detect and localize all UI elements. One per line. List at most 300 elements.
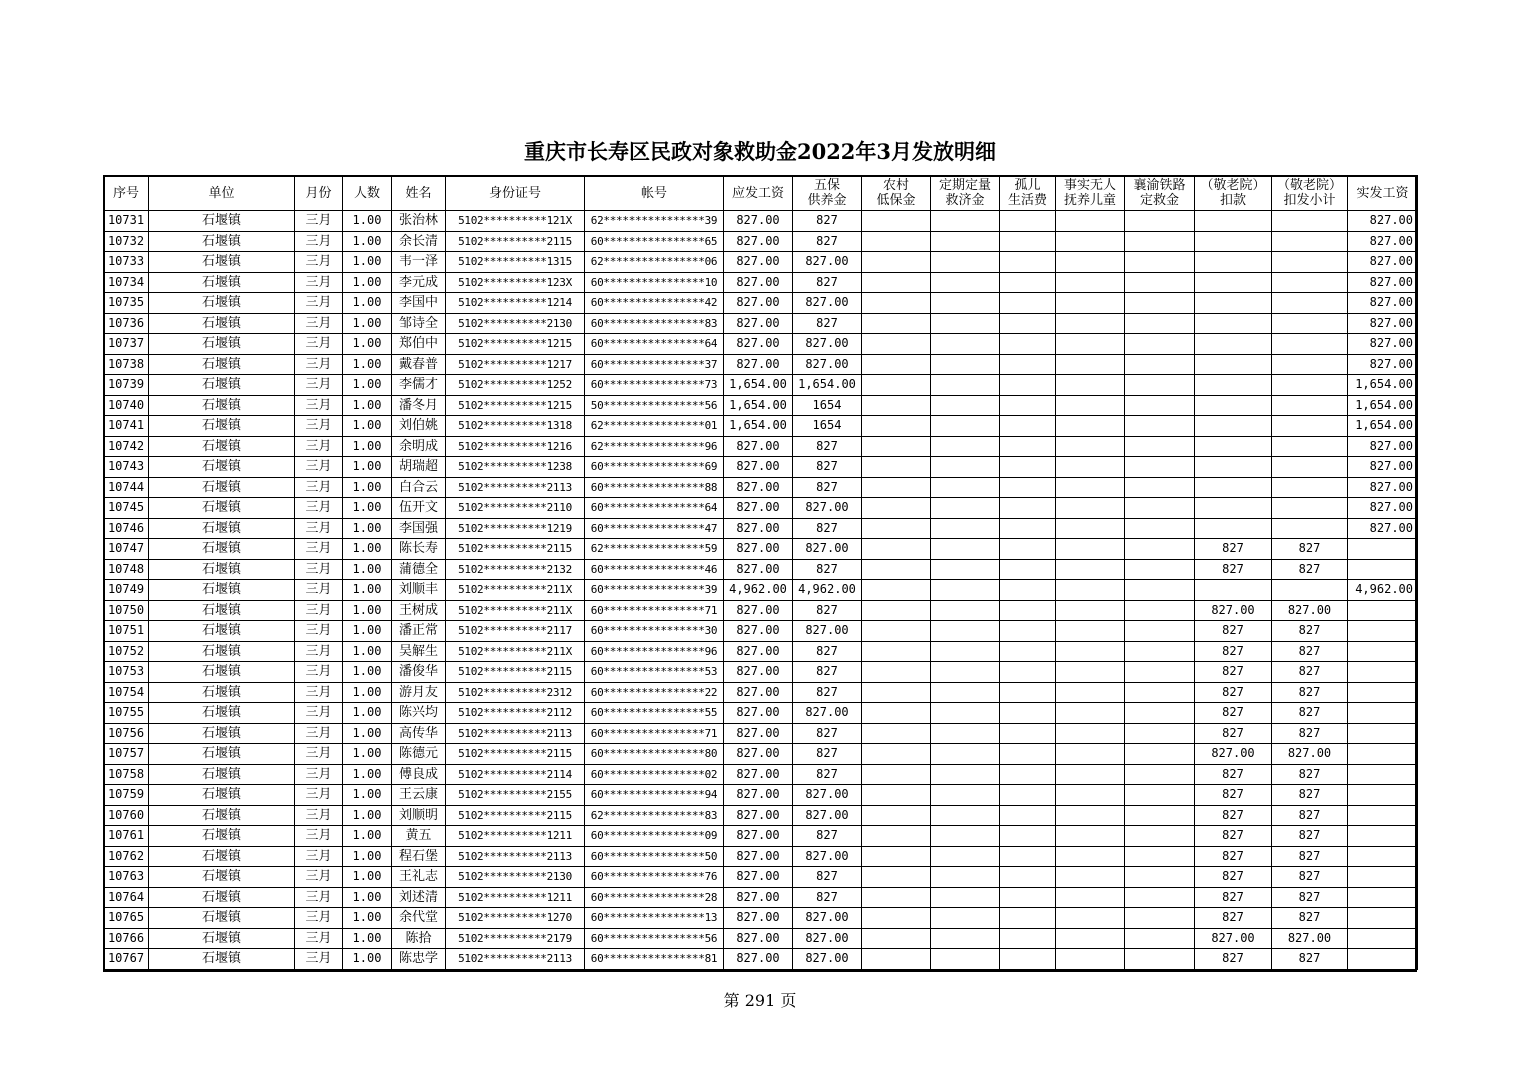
table-row — [104, 334, 1418, 355]
cell-payable: 827.00 — [724, 867, 793, 888]
cell-account: 60****************10 — [585, 272, 724, 293]
cell-payable: 827.00 — [724, 498, 793, 519]
cell-nursing-home-deduction-subtotal: 827 — [1272, 559, 1348, 580]
cell-orphan-living — [1000, 600, 1056, 621]
cell-name: 余明成 — [392, 436, 446, 457]
cell-net-pay — [1348, 723, 1418, 744]
cell-count: 1.00 — [343, 559, 392, 580]
cell-account: 60****************76 — [585, 867, 724, 888]
cell-nursing-home-deduction-subtotal — [1272, 498, 1348, 519]
cell-payable: 827.00 — [724, 559, 793, 580]
cell-nursing-home-deduction-subtotal — [1272, 313, 1348, 334]
cell-payable: 827.00 — [724, 477, 793, 498]
cell-unit: 石堰镇 — [149, 354, 295, 375]
cell-orphan-living — [1000, 539, 1056, 560]
cell-nursing-home-deduction — [1195, 354, 1272, 375]
cell-nursing-home-deduction: 827 — [1195, 785, 1272, 806]
cell-nursing-home-deduction — [1195, 436, 1272, 457]
cell-xiangyu-railway — [1125, 744, 1195, 765]
cell-orphan-living — [1000, 764, 1056, 785]
cell-unit: 石堰镇 — [149, 908, 295, 929]
cell-orphan-living — [1000, 416, 1056, 437]
cell-count: 1.00 — [343, 785, 392, 806]
cell-payable: 827.00 — [724, 764, 793, 785]
cell-rural-dibao — [862, 949, 931, 970]
cell-xiangyu-railway — [1125, 354, 1195, 375]
cell-nursing-home-deduction-subtotal: 827 — [1272, 641, 1348, 662]
cell-rural-dibao — [862, 293, 931, 314]
cell-id-number: 5102**********2113 — [446, 846, 585, 867]
cell-count: 1.00 — [343, 477, 392, 498]
cell-xiangyu-railway — [1125, 211, 1195, 232]
cell-count: 1.00 — [343, 805, 392, 826]
cell-rural-dibao — [862, 231, 931, 252]
cell-rural-dibao — [862, 334, 931, 355]
relief-payment-table — [103, 175, 1418, 970]
cell-net-pay — [1348, 826, 1418, 847]
cell-payable: 827.00 — [724, 334, 793, 355]
cell-regular-relief — [931, 334, 1000, 355]
cell-xiangyu-railway — [1125, 826, 1195, 847]
cell-regular-relief — [931, 518, 1000, 539]
cell-orphan-living — [1000, 395, 1056, 416]
cell-net-pay: 827.00 — [1348, 498, 1418, 519]
cell-payable: 827.00 — [724, 682, 793, 703]
column-header-line: 序号 — [112, 185, 139, 201]
cell-net-pay — [1348, 703, 1418, 724]
cell-nursing-home-deduction-subtotal — [1272, 436, 1348, 457]
table-row — [104, 887, 1418, 908]
cell-de-facto-orphan — [1056, 375, 1125, 396]
cell-xiangyu-railway — [1125, 334, 1195, 355]
cell-net-pay — [1348, 682, 1418, 703]
cell-month: 三月 — [295, 211, 343, 232]
cell-de-facto-orphan — [1056, 477, 1125, 498]
cell-net-pay — [1348, 785, 1418, 806]
cell-nursing-home-deduction — [1195, 334, 1272, 355]
cell-name: 王礼志 — [392, 867, 446, 888]
column-header-line: 救济金 — [945, 193, 985, 208]
cell-month: 三月 — [295, 313, 343, 334]
cell-account: 60****************69 — [585, 457, 724, 478]
cell-wubao-support: 827 — [793, 211, 862, 232]
cell-name: 余长清 — [392, 231, 446, 252]
column-header-line: 农村 — [882, 178, 909, 193]
cell-account: 60****************30 — [585, 621, 724, 642]
cell-orphan-living — [1000, 457, 1056, 478]
column-header-line: 姓名 — [405, 185, 432, 201]
column-header-line: 五保 — [813, 178, 840, 193]
cell-orphan-living — [1000, 436, 1056, 457]
cell-nursing-home-deduction — [1195, 293, 1272, 314]
cell-count: 1.00 — [343, 703, 392, 724]
cell-unit: 石堰镇 — [149, 682, 295, 703]
cell-name: 刘顺丰 — [392, 580, 446, 601]
table-header-row — [104, 176, 1418, 211]
cell-unit: 石堰镇 — [149, 764, 295, 785]
table-row — [104, 252, 1418, 273]
cell-nursing-home-deduction — [1195, 375, 1272, 396]
cell-seq: 10754 — [104, 682, 149, 703]
cell-seq: 10764 — [104, 887, 149, 908]
cell-xiangyu-railway — [1125, 867, 1195, 888]
cell-rural-dibao — [862, 867, 931, 888]
cell-count: 1.00 — [343, 887, 392, 908]
cell-id-number: 5102**********2110 — [446, 498, 585, 519]
cell-rural-dibao — [862, 785, 931, 806]
cell-id-number: 5102**********2113 — [446, 949, 585, 970]
cell-unit: 石堰镇 — [149, 621, 295, 642]
cell-name: 陈长寿 — [392, 539, 446, 560]
cell-payable: 827.00 — [724, 621, 793, 642]
column-header-line: 帐号 — [640, 185, 667, 201]
cell-month: 三月 — [295, 949, 343, 970]
table-row — [104, 805, 1418, 826]
cell-count: 1.00 — [343, 928, 392, 949]
cell-orphan-living — [1000, 231, 1056, 252]
table-row — [104, 354, 1418, 375]
cell-nursing-home-deduction: 827 — [1195, 887, 1272, 908]
cell-orphan-living — [1000, 723, 1056, 744]
cell-name: 刘伯姚 — [392, 416, 446, 437]
cell-nursing-home-deduction-subtotal — [1272, 293, 1348, 314]
cell-xiangyu-railway — [1125, 764, 1195, 785]
cell-nursing-home-deduction-subtotal: 827 — [1272, 764, 1348, 785]
cell-id-number: 5102**********2117 — [446, 621, 585, 642]
cell-de-facto-orphan — [1056, 867, 1125, 888]
cell-account: 60****************96 — [585, 641, 724, 662]
cell-id-number: 5102**********2115 — [446, 744, 585, 765]
cell-xiangyu-railway — [1125, 313, 1195, 334]
cell-net-pay — [1348, 559, 1418, 580]
cell-nursing-home-deduction — [1195, 416, 1272, 437]
cell-net-pay — [1348, 949, 1418, 970]
cell-nursing-home-deduction-subtotal — [1272, 231, 1348, 252]
cell-month: 三月 — [295, 682, 343, 703]
cell-payable: 827.00 — [724, 928, 793, 949]
cell-count: 1.00 — [343, 293, 392, 314]
cell-payable: 827.00 — [724, 949, 793, 970]
cell-nursing-home-deduction — [1195, 231, 1272, 252]
cell-nursing-home-deduction: 827 — [1195, 539, 1272, 560]
cell-regular-relief — [931, 498, 1000, 519]
cell-name: 戴春普 — [392, 354, 446, 375]
cell-nursing-home-deduction-subtotal: 827 — [1272, 908, 1348, 929]
cell-month: 三月 — [295, 231, 343, 252]
cell-payable: 4,962.00 — [724, 580, 793, 601]
cell-name: 王云康 — [392, 785, 446, 806]
cell-xiangyu-railway — [1125, 928, 1195, 949]
cell-seq: 10743 — [104, 457, 149, 478]
cell-nursing-home-deduction: 827 — [1195, 764, 1272, 785]
cell-nursing-home-deduction: 827 — [1195, 805, 1272, 826]
cell-payable: 827.00 — [724, 518, 793, 539]
cell-wubao-support: 827 — [793, 477, 862, 498]
cell-payable: 827.00 — [724, 641, 793, 662]
cell-id-number: 5102**********2155 — [446, 785, 585, 806]
cell-xiangyu-railway — [1125, 662, 1195, 683]
cell-xiangyu-railway — [1125, 498, 1195, 519]
cell-wubao-support: 4,962.00 — [793, 580, 862, 601]
cell-seq: 10735 — [104, 293, 149, 314]
cell-nursing-home-deduction-subtotal: 827 — [1272, 949, 1348, 970]
cell-month: 三月 — [295, 539, 343, 560]
cell-count: 1.00 — [343, 252, 392, 273]
cell-nursing-home-deduction-subtotal: 827 — [1272, 785, 1348, 806]
cell-payable: 827.00 — [724, 457, 793, 478]
table-row — [104, 846, 1418, 867]
cell-account: 60****************71 — [585, 723, 724, 744]
cell-account: 62****************83 — [585, 805, 724, 826]
cell-count: 1.00 — [343, 395, 392, 416]
cell-unit: 石堰镇 — [149, 559, 295, 580]
cell-xiangyu-railway — [1125, 887, 1195, 908]
cell-id-number: 5102**********2115 — [446, 805, 585, 826]
column-header-nursing-home-deduction-subtotal — [1272, 176, 1348, 211]
cell-account: 60****************73 — [585, 375, 724, 396]
cell-unit: 石堰镇 — [149, 949, 295, 970]
column-header-line: （敬老院） — [1276, 178, 1342, 193]
cell-xiangyu-railway — [1125, 477, 1195, 498]
table-row — [104, 785, 1418, 806]
cell-orphan-living — [1000, 662, 1056, 683]
cell-nursing-home-deduction: 827.00 — [1195, 744, 1272, 765]
cell-de-facto-orphan — [1056, 908, 1125, 929]
cell-payable: 827.00 — [724, 539, 793, 560]
cell-wubao-support: 827.00 — [793, 498, 862, 519]
cell-name: 王树成 — [392, 600, 446, 621]
cell-de-facto-orphan — [1056, 764, 1125, 785]
column-header-line: 应发工资 — [731, 185, 784, 201]
cell-nursing-home-deduction: 827 — [1195, 867, 1272, 888]
cell-nursing-home-deduction — [1195, 252, 1272, 273]
column-header-count — [343, 176, 392, 211]
cell-payable: 827.00 — [724, 272, 793, 293]
cell-month: 三月 — [295, 375, 343, 396]
column-header-rural-dibao — [862, 176, 931, 211]
cell-id-number: 5102**********1219 — [446, 518, 585, 539]
cell-count: 1.00 — [343, 231, 392, 252]
cell-regular-relief — [931, 949, 1000, 970]
cell-name: 刘述清 — [392, 887, 446, 908]
cell-wubao-support: 827 — [793, 723, 862, 744]
cell-de-facto-orphan — [1056, 518, 1125, 539]
cell-name: 邹诗全 — [392, 313, 446, 334]
cell-xiangyu-railway — [1125, 252, 1195, 273]
cell-rural-dibao — [862, 539, 931, 560]
cell-unit: 石堰镇 — [149, 826, 295, 847]
cell-de-facto-orphan — [1056, 805, 1125, 826]
cell-de-facto-orphan — [1056, 949, 1125, 970]
cell-regular-relief — [931, 826, 1000, 847]
cell-month: 三月 — [295, 272, 343, 293]
cell-id-number: 5102**********2115 — [446, 662, 585, 683]
cell-month: 三月 — [295, 457, 343, 478]
cell-net-pay — [1348, 846, 1418, 867]
cell-wubao-support: 827 — [793, 600, 862, 621]
cell-name: 郑伯中 — [392, 334, 446, 355]
table-row — [104, 908, 1418, 929]
cell-wubao-support: 827 — [793, 744, 862, 765]
cell-unit: 石堰镇 — [149, 580, 295, 601]
table-row — [104, 395, 1418, 416]
cell-orphan-living — [1000, 518, 1056, 539]
cell-account: 60****************28 — [585, 887, 724, 908]
cell-month: 三月 — [295, 641, 343, 662]
cell-unit: 石堰镇 — [149, 518, 295, 539]
column-header-line: 扣发小计 — [1283, 193, 1336, 208]
cell-orphan-living — [1000, 477, 1056, 498]
cell-nursing-home-deduction — [1195, 211, 1272, 232]
cell-net-pay — [1348, 641, 1418, 662]
cell-net-pay — [1348, 928, 1418, 949]
cell-nursing-home-deduction — [1195, 457, 1272, 478]
cell-name: 潘正常 — [392, 621, 446, 642]
cell-de-facto-orphan — [1056, 621, 1125, 642]
cell-payable: 827.00 — [724, 908, 793, 929]
cell-rural-dibao — [862, 580, 931, 601]
cell-account: 60****************71 — [585, 600, 724, 621]
cell-month: 三月 — [295, 395, 343, 416]
cell-net-pay: 827.00 — [1348, 477, 1418, 498]
table-row — [104, 682, 1418, 703]
cell-regular-relief — [931, 457, 1000, 478]
cell-orphan-living — [1000, 252, 1056, 273]
table-row — [104, 621, 1418, 642]
cell-seq: 10732 — [104, 231, 149, 252]
cell-net-pay — [1348, 744, 1418, 765]
cell-regular-relief — [931, 252, 1000, 273]
cell-orphan-living — [1000, 805, 1056, 826]
cell-name: 陈德元 — [392, 744, 446, 765]
cell-wubao-support: 1654 — [793, 395, 862, 416]
cell-account: 60****************88 — [585, 477, 724, 498]
cell-nursing-home-deduction-subtotal: 827 — [1272, 662, 1348, 683]
cell-rural-dibao — [862, 887, 931, 908]
cell-regular-relief — [931, 272, 1000, 293]
cell-name: 游月友 — [392, 682, 446, 703]
cell-regular-relief — [931, 744, 1000, 765]
cell-seq: 10766 — [104, 928, 149, 949]
cell-account: 60****************39 — [585, 580, 724, 601]
column-header-nursing-home-deduction — [1195, 176, 1272, 211]
cell-account: 60****************47 — [585, 518, 724, 539]
cell-rural-dibao — [862, 354, 931, 375]
cell-de-facto-orphan — [1056, 723, 1125, 744]
cell-id-number: 5102**********123X — [446, 272, 585, 293]
cell-seq: 10747 — [104, 539, 149, 560]
cell-de-facto-orphan — [1056, 272, 1125, 293]
cell-orphan-living — [1000, 334, 1056, 355]
cell-rural-dibao — [862, 272, 931, 293]
cell-payable: 827.00 — [724, 313, 793, 334]
cell-de-facto-orphan — [1056, 600, 1125, 621]
cell-name: 刘顺明 — [392, 805, 446, 826]
cell-name: 韦一泽 — [392, 252, 446, 273]
column-header-account — [585, 176, 724, 211]
cell-net-pay: 827.00 — [1348, 354, 1418, 375]
cell-seq: 10746 — [104, 518, 149, 539]
cell-orphan-living — [1000, 293, 1056, 314]
cell-de-facto-orphan — [1056, 252, 1125, 273]
cell-net-pay: 4,962.00 — [1348, 580, 1418, 601]
cell-month: 三月 — [295, 436, 343, 457]
cell-de-facto-orphan — [1056, 498, 1125, 519]
cell-de-facto-orphan — [1056, 682, 1125, 703]
cell-de-facto-orphan — [1056, 211, 1125, 232]
column-header-line: 生活费 — [1007, 193, 1047, 208]
cell-id-number: 5102**********2115 — [446, 231, 585, 252]
cell-nursing-home-deduction: 827 — [1195, 662, 1272, 683]
cell-count: 1.00 — [343, 846, 392, 867]
cell-orphan-living — [1000, 785, 1056, 806]
cell-orphan-living — [1000, 744, 1056, 765]
cell-seq: 10733 — [104, 252, 149, 273]
column-header-line: 月份 — [305, 185, 332, 201]
cell-orphan-living — [1000, 621, 1056, 642]
cell-name: 高传华 — [392, 723, 446, 744]
cell-count: 1.00 — [343, 580, 392, 601]
cell-id-number: 5102**********2113 — [446, 477, 585, 498]
cell-name: 陈忠学 — [392, 949, 446, 970]
cell-count: 1.00 — [343, 621, 392, 642]
table-row — [104, 498, 1418, 519]
cell-de-facto-orphan — [1056, 846, 1125, 867]
cell-rural-dibao — [862, 313, 931, 334]
cell-seq: 10736 — [104, 313, 149, 334]
cell-rural-dibao — [862, 600, 931, 621]
cell-name: 陈兴均 — [392, 703, 446, 724]
cell-count: 1.00 — [343, 211, 392, 232]
cell-id-number: 5102**********1238 — [446, 457, 585, 478]
cell-xiangyu-railway — [1125, 846, 1195, 867]
cell-nursing-home-deduction-subtotal: 827 — [1272, 805, 1348, 826]
cell-wubao-support: 827 — [793, 272, 862, 293]
cell-seq: 10739 — [104, 375, 149, 396]
cell-unit: 石堰镇 — [149, 293, 295, 314]
cell-net-pay: 827.00 — [1348, 293, 1418, 314]
cell-month: 三月 — [295, 252, 343, 273]
cell-orphan-living — [1000, 313, 1056, 334]
cell-de-facto-orphan — [1056, 293, 1125, 314]
cell-rural-dibao — [862, 375, 931, 396]
cell-seq: 10751 — [104, 621, 149, 642]
cell-de-facto-orphan — [1056, 785, 1125, 806]
cell-de-facto-orphan — [1056, 559, 1125, 580]
cell-nursing-home-deduction — [1195, 518, 1272, 539]
column-header-regular-relief — [931, 176, 1000, 211]
cell-name: 潘俊华 — [392, 662, 446, 683]
cell-unit: 石堰镇 — [149, 641, 295, 662]
cell-count: 1.00 — [343, 539, 392, 560]
cell-payable: 827.00 — [724, 887, 793, 908]
cell-net-pay: 827.00 — [1348, 211, 1418, 232]
table-row — [104, 293, 1418, 314]
cell-de-facto-orphan — [1056, 662, 1125, 683]
cell-name: 潘冬月 — [392, 395, 446, 416]
column-header-line: （敬老院） — [1200, 178, 1266, 193]
cell-seq: 10761 — [104, 826, 149, 847]
cell-xiangyu-railway — [1125, 375, 1195, 396]
table-row — [104, 744, 1418, 765]
cell-xiangyu-railway — [1125, 703, 1195, 724]
column-header-month — [295, 176, 343, 211]
cell-payable: 827.00 — [724, 354, 793, 375]
table-row — [104, 375, 1418, 396]
cell-payable: 827.00 — [724, 436, 793, 457]
cell-payable: 827.00 — [724, 744, 793, 765]
cell-name: 吴解生 — [392, 641, 446, 662]
